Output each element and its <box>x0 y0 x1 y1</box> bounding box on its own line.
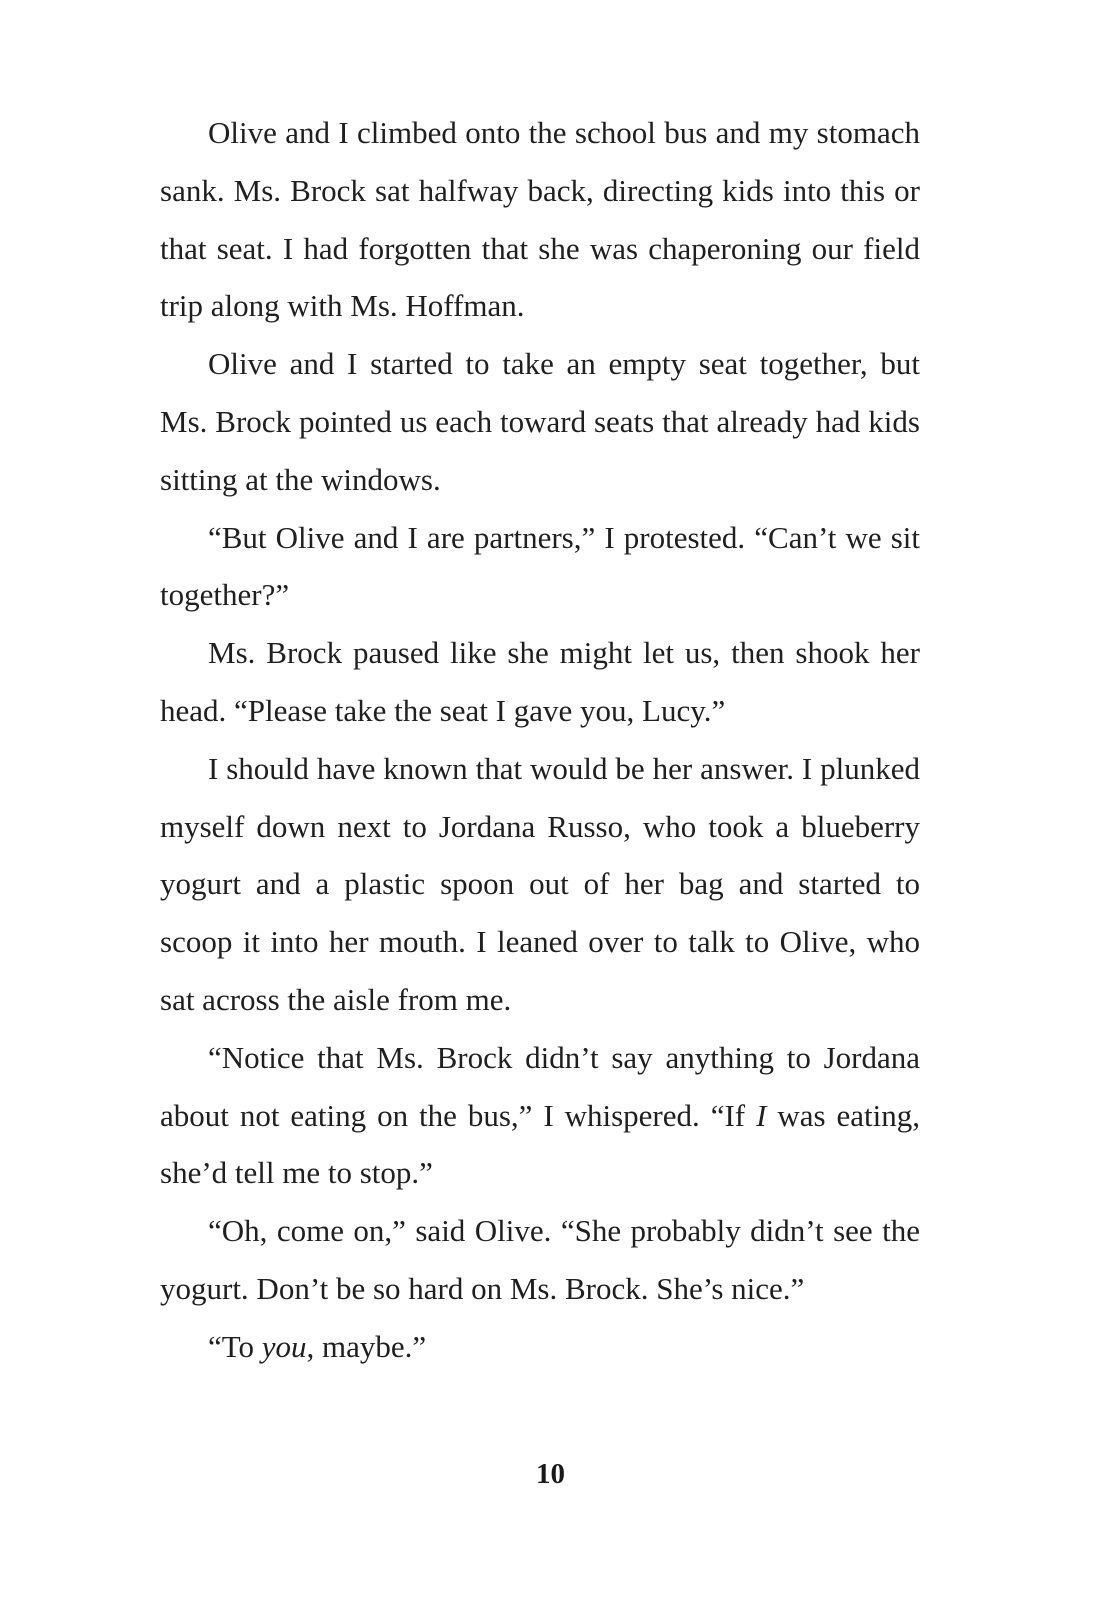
paragraph-8 <box>160 1318 920 1376</box>
paragraph-text: “To <box>208 1328 262 1364</box>
emphasis-text: I <box>756 1097 767 1133</box>
paragraph-1 <box>160 104 920 335</box>
paragraph-4 <box>160 624 920 740</box>
paragraph-text: “Oh, come on,” said Olive. “She probably didn’t see the yogurt. Don’t be so hard on Ms. Brock. She’s nice.” <box>160 1213 920 1306</box>
emphasis-text: you <box>261 1328 307 1364</box>
paragraph-text: , maybe.” <box>306 1328 427 1364</box>
paragraph-text: Olive and I climbed onto the school bus and my stomach sank. Ms. Brock sat halfway back, directing kids into this or that seat. I had forgotten that she was chaperoning our field trip along with Ms. Hoffman. <box>160 115 920 324</box>
paragraph-3 <box>160 509 920 625</box>
paragraph-5 <box>160 740 920 1029</box>
page-body <box>160 104 920 1464</box>
paragraph-7 <box>160 1202 920 1318</box>
paragraph-text: Ms. Brock paused like she might let us, then shook her head. “Please take the seat I gave you, Lucy.” <box>160 635 920 728</box>
paragraph-text: was eating, she’d tell me to stop.” <box>160 1097 920 1191</box>
paragraph-text: I should have known that would be her answer. I plunked myself down next to Jordana Russo, who took a blueberry yogurt and a plastic spoon out of her bag and started to scoop it into her mouth. I leaned over to talk to Olive, who sat across the aisle from me. <box>160 750 920 1017</box>
page-number: 10 <box>536 1458 565 1490</box>
paragraph-text: Olive and I started to take an empty seat together, but Ms. Brock pointed us each toward seats that already had kids sitting at the windows. <box>160 346 920 497</box>
paragraph-text: “But Olive and I are partners,” I protested. “Can’t we sit together?” <box>160 519 920 613</box>
paragraph-6 <box>160 1029 920 1202</box>
paragraph-text: “Notice that Ms. Brock didn’t say anything to Jordana about not eating on the bus,” I whispered. “If <box>160 1039 920 1133</box>
paragraph-2 <box>160 335 920 508</box>
